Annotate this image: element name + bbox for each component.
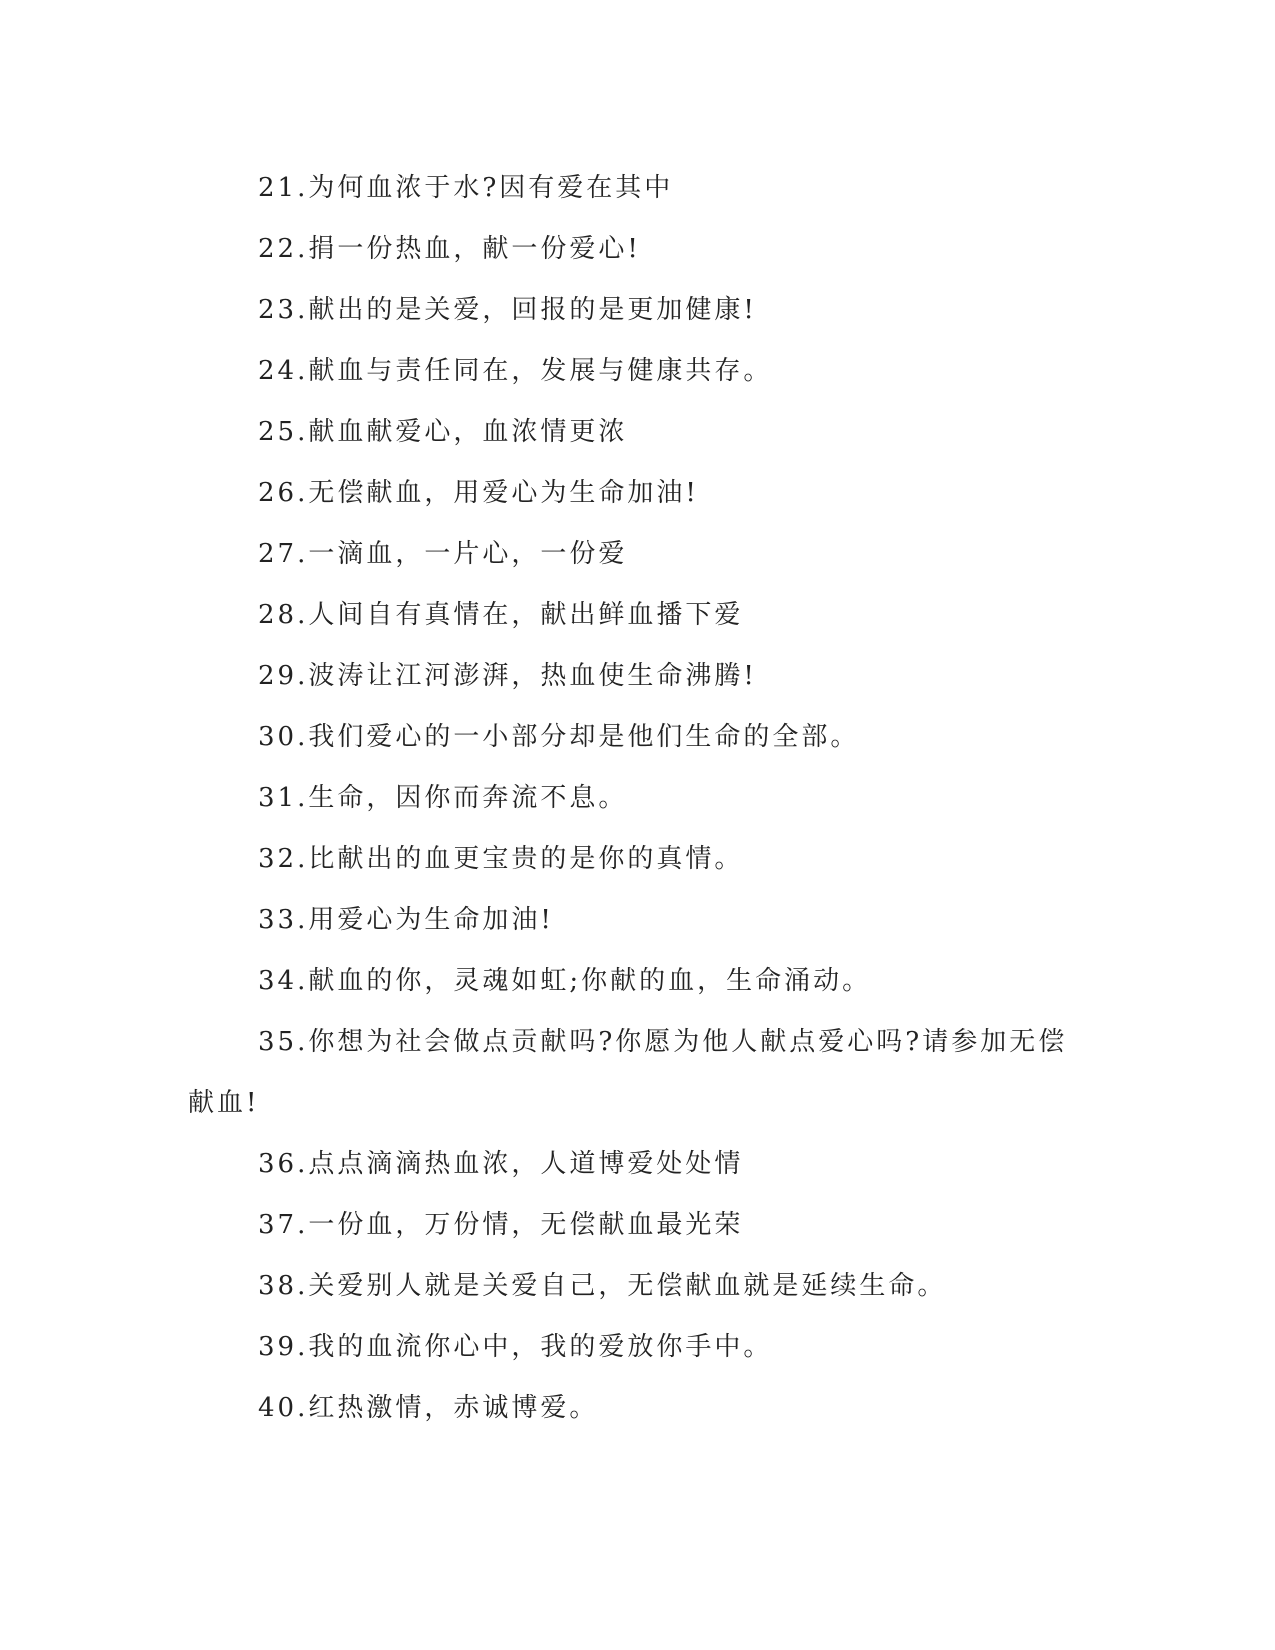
slogan-item-32: 32.比献出的血更宝贵的是你的真情。 <box>258 844 744 874</box>
slogan-item-38: 38.关爱别人就是关爱自己，无偿献血就是延续生命。 <box>258 1271 947 1301</box>
slogan-item-28: 28.人间自有真情在，献出鲜血播下爱 <box>258 600 744 630</box>
slogan-item-39: 39.我的血流你心中，我的爱放你手中。 <box>258 1332 773 1362</box>
slogan-item-25: 25.献血献爱心，血浓情更浓 <box>258 417 628 447</box>
slogan-item-34: 34.献血的你，灵魂如虹;你献的血，生命涌动。 <box>258 966 872 996</box>
slogan-list <box>188 158 1078 1439</box>
slogan-item-21: 21.为何血浓于水?因有爱在其中 <box>258 173 674 203</box>
slogan-item-22: 22.捐一份热血，献一份爱心! <box>258 234 641 264</box>
slogan-item-29: 29.波涛让江河澎湃，热血使生命沸腾! <box>258 661 757 691</box>
slogan-item-30: 30.我们爱心的一小部分却是他们生命的全部。 <box>258 722 860 752</box>
slogan-item-31: 31.生命，因你而奔流不息。 <box>258 783 628 813</box>
slogan-item-23: 23.献出的是关爱，回报的是更加健康! <box>258 295 757 325</box>
slogan-item-36: 36.点点滴滴热血浓，人道博爱处处情 <box>258 1149 744 1179</box>
slogan-item-33: 33.用爱心为生命加油! <box>258 905 554 935</box>
slogan-item-35: 35.你想为社会做点贡献吗?你愿为他人献点爱心吗?请参加无偿献血! <box>188 1027 1068 1118</box>
slogan-item-26: 26.无偿献血，用爱心为生命加油! <box>258 478 699 508</box>
slogan-item-37: 37.一份血，万份情，无偿献血最光荣 <box>258 1210 744 1240</box>
slogan-item-27: 27.一滴血，一片心，一份爱 <box>258 539 628 569</box>
slogan-item-24: 24.献血与责任同在，发展与健康共存。 <box>258 356 773 386</box>
slogan-item-40: 40.红热激情，赤诚博爱。 <box>258 1393 599 1423</box>
